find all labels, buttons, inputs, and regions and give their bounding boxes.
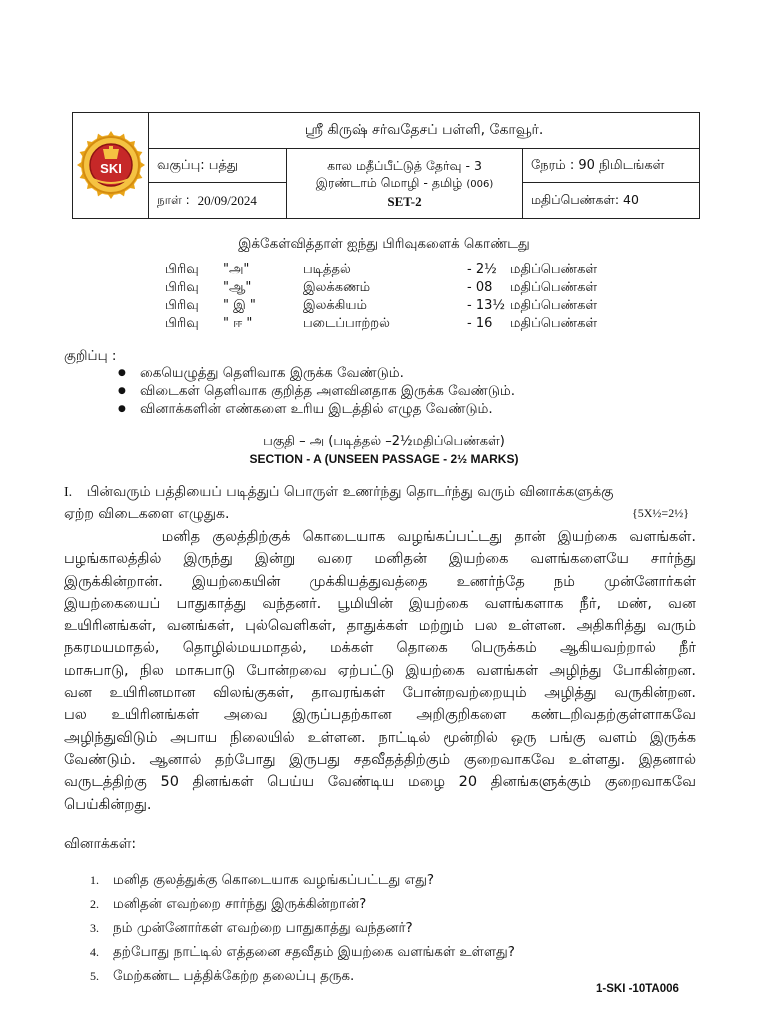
part-marks: - 16 bbox=[467, 316, 493, 331]
exam-name: கால மதீப்பீட்டுத் தேர்வு - 3 bbox=[327, 158, 482, 173]
part-name: பிரிவு bbox=[165, 298, 199, 313]
question-item bbox=[90, 940, 515, 964]
logo-cell bbox=[73, 113, 149, 218]
question-intro-line-1: பின்வரும் பத்தியைப் படித்துப் பொருள் உணர்ந்து தொடர்ந்து வரும் வினாக்களுக்கு bbox=[86, 484, 614, 500]
question-item-number: 2. bbox=[90, 897, 99, 911]
section-title-tamil: பகுதி – அ (படித்தல் –2½மதிப்பெண்கள்) bbox=[263, 434, 505, 449]
question-item-number: 5. bbox=[90, 969, 99, 983]
question-number: I. bbox=[64, 485, 73, 500]
question-item bbox=[90, 964, 515, 988]
question-intro-line-2: ஏற்ற விடைகளை எழுதுக. bbox=[64, 506, 230, 522]
part-letter: "அ" bbox=[223, 262, 250, 277]
passage-line: பழங்காலத்தில் இருந்து இன்று வரை மனிதன் இயற்கை வளங்களையே சார்ந்து bbox=[64, 551, 696, 568]
part-title: இலக்கணம் bbox=[303, 280, 371, 295]
passage-line: இருக்கின்றான். இயற்கையின் முக்கியத்துவத்தை உணர்ந்தே நம் முன்னோர்கள் bbox=[64, 573, 696, 590]
passage-line: பெய்கின்றது. bbox=[64, 796, 152, 813]
school-logo bbox=[73, 113, 149, 218]
note-label: குறிப்பு : bbox=[64, 348, 117, 364]
passage-line: பல உயிரினங்கள் அவை இருப்பதற்கான அறிகுறிகளை கண்டறிவதற்குள்ளாகவே bbox=[64, 707, 696, 724]
question-item-text: மேற்கண்ட பத்திக்கேற்ற தலைப்பு தருக. bbox=[113, 968, 355, 984]
part-marks: - 2½ bbox=[467, 262, 497, 277]
school-name: ஸ்ரீ கிருஷ் சர்வதேசப் பள்ளி, கோவூர். bbox=[149, 113, 699, 149]
note-item: ● விடைகள் தெளிவாக குறித்த அளவினதாக இருக்க வேண்டும். bbox=[118, 382, 515, 400]
date-field bbox=[149, 183, 287, 218]
part-letter: " ஈ " bbox=[223, 316, 253, 331]
question-item bbox=[90, 916, 515, 940]
marks-label: மதிப்பெண்கள்: 40 bbox=[531, 192, 639, 207]
question-item-text: தற்போது நாட்டில் எத்தனை சதவீதம் இயற்கை வளங்கள் உள்ளது? bbox=[113, 944, 515, 960]
subject-name: இரண்டாம் மொழி - தமிழ் bbox=[315, 175, 463, 190]
part-unit: மதிப்பெண்கள் bbox=[510, 280, 598, 295]
time-label: நேரம் : 90 நிமிடங்கள் bbox=[523, 149, 699, 183]
part-name: பிரிவு bbox=[165, 262, 199, 277]
part-name: பிரிவு bbox=[165, 316, 199, 331]
passage-line: இயற்கையைப் பாதுகாத்து வந்தனர். பூமியின் இயற்கை வளங்களாக நீர், மண், வன bbox=[64, 595, 696, 612]
passage-line: வருடத்திற்கு 50 தினங்கள் பெய்ய வேண்டிய மழை 20 தினங்களுக்கும் குறைவாகவே bbox=[64, 774, 696, 791]
note-item: ● வினாக்களின் எண்களை உரிய இடத்தில் எழுத வேண்டும். bbox=[118, 400, 515, 418]
note-item: ● கையெழுத்து தெளிவாக இருக்க வேண்டும். bbox=[118, 364, 515, 382]
question-item-number: 4. bbox=[90, 945, 99, 959]
part-name: பிரிவு bbox=[165, 280, 199, 295]
question-item bbox=[90, 868, 515, 892]
subject-code: (006) bbox=[466, 179, 494, 190]
questions-list bbox=[90, 868, 515, 988]
page-code: 1-SKI -10TA006 bbox=[596, 983, 679, 995]
passage-line: வேண்டும். ஆனால் தற்போது இருபது சதவீதத்திற்கும் குறைவாகவே உள்ளது. இதனால் bbox=[64, 751, 696, 768]
question-item bbox=[90, 892, 515, 916]
question-intro bbox=[64, 484, 614, 502]
passage-line: அழிந்துவிடும் அபாய நிலையில் உள்ளன. நாட்டில் மூன்றில் ஒரு பங்கு வளம் இருக்க bbox=[64, 729, 696, 746]
passage-line: உயிரினங்கள், வனங்கள், புல்வெளிகள், தாதுக்கள் மற்றும் பல உள்ளன. அதிகரித்து வரும் bbox=[64, 618, 696, 635]
logo-text: SKI bbox=[100, 161, 122, 176]
date-label: நாள் : bbox=[157, 192, 190, 207]
set-label: SET-2 bbox=[387, 194, 422, 209]
exam-info bbox=[287, 149, 523, 218]
date-value: 20/09/2024 bbox=[197, 192, 257, 208]
question-item-text: நம் முன்னோர்கள் எவற்றை பாதுகாத்து வந்தனர்? bbox=[113, 920, 413, 936]
passage-line: நகரமயமாதல், தொழில்மயமாதல், மக்கள் தொகை பெருக்கம் ஆகியவற்றால் நீர் bbox=[64, 640, 696, 657]
passage-line: மனித குலத்திற்குக் கொடையாக வழங்கப்பட்டது தான் இயற்கை வளங்கள். bbox=[64, 529, 696, 545]
part-marks: - 08 bbox=[467, 280, 493, 295]
question-item-number: 1. bbox=[90, 873, 99, 887]
notes-list bbox=[118, 364, 515, 418]
class-label: வகுப்பு: பத்து bbox=[149, 149, 287, 183]
part-unit: மதிப்பெண்கள் bbox=[510, 262, 598, 277]
part-unit: மதிப்பெண்கள் bbox=[510, 316, 598, 331]
part-title: படித்தல் bbox=[303, 262, 351, 277]
question-marks: {5X½=2½} bbox=[632, 506, 689, 520]
passage-line: மாசுபாடு, நில மாசுபாடு போன்றவை ஏற்பட்டு இயற்கை வளங்கள் அழிந்து போகின்றன. bbox=[64, 662, 696, 679]
passage bbox=[64, 526, 696, 816]
part-letter: "ஆ" bbox=[223, 280, 252, 295]
part-marks: - 13½ bbox=[467, 298, 505, 313]
section-title-english: SECTION - A (UNSEEN PASSAGE - 2½ MARKS) bbox=[249, 452, 519, 466]
question-item-text: மனித குலத்துக்கு கொடையாக வழங்கப்பட்டது எது? bbox=[113, 872, 435, 888]
header-table bbox=[72, 112, 700, 219]
questions-label: வினாக்கள்: bbox=[64, 836, 137, 852]
question-item-number: 3. bbox=[90, 921, 99, 935]
passage-line: வன உயிரினமான விலங்குகள், தாவரங்கள் போன்றவற்றையும் அழித்து வருகின்றன. bbox=[64, 685, 696, 702]
part-title: படைப்பாற்றல் bbox=[303, 316, 390, 331]
part-unit: மதிப்பெண்கள் bbox=[510, 298, 598, 313]
question-item-text: மனிதன் எவற்றை சார்ந்து இருக்கின்றான்? bbox=[113, 896, 367, 912]
paper-note: இக்கேள்வித்தாள் ஐந்து பிரிவுகளைக் கொண்டது bbox=[238, 236, 530, 252]
part-title: இலக்கியம் bbox=[303, 298, 368, 313]
part-letter: " இ " bbox=[223, 298, 256, 313]
